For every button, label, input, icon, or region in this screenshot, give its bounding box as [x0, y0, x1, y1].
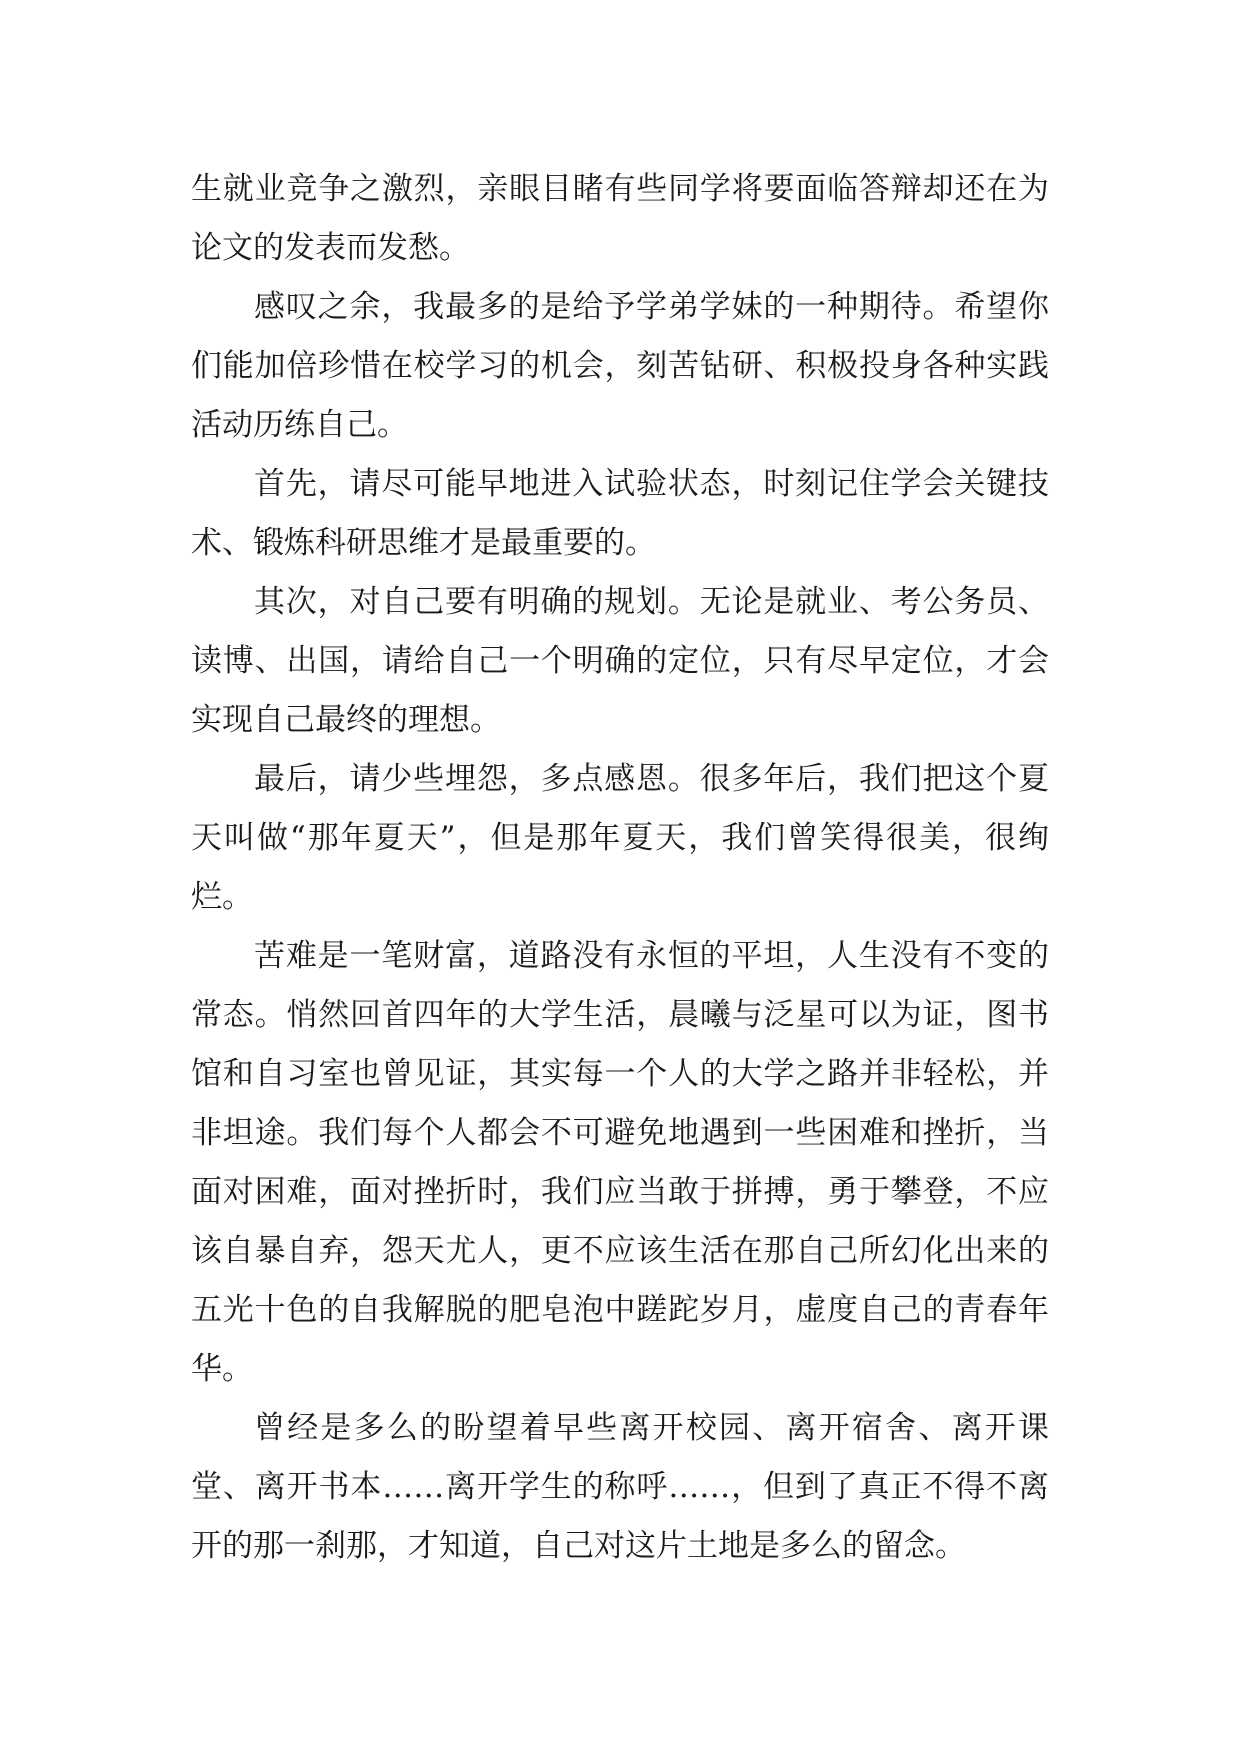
paragraph-5: 最后，请少些埋怨，多点感恩。很多年后，我们把这个夏天叫做“那年夏天”，但是那年夏天，我们曾笑得很美，很绚烂。	[191, 761, 1049, 915]
paragraph-4: 其次，对自己要有明确的规划。无论是就业、考公务员、读博、出国，请给自己一个明确的定位，只有尽早定位，才会实现自己最终的理想。	[191, 584, 1049, 738]
document-body	[191, 160, 1049, 1576]
paragraph-6: 苦难是一笔财富，道路没有永恒的平坦，人生没有不变的常态。悄然回首四年的大学生活，晨曦与泛星可以为证，图书馆和自习室也曾见证，其实每一个人的大学之路并非轻松，并非坦途。我们每个人都会不可避免地遇到一些困难和挫折，当面对困难，面对挫折时，我们应当敢于拼搏，勇于攀登，不应该自暴自弃，怨天尤人，更不应该生活在那自己所幻化出来的五光十色的自我解脱的肥皂泡中蹉跎岁月，虚度自己的青春年华。	[191, 938, 1049, 1387]
paragraph-1: 生就业竞争之激烈，亲眼目睹有些同学将要面临答辩却还在为论文的发表而发愁。	[191, 171, 1049, 266]
paragraph-7: 曾经是多么的盼望着早些离开校园、离开宿舍、离开课堂、离开书本……离开学生的称呼……，但到了真正不得不离开的那一刹那，才知道，自己对这片土地是多么的留念。	[191, 1410, 1049, 1564]
paragraph-2: 感叹之余，我最多的是给予学弟学妹的一种期待。希望你们能加倍珍惜在校学习的机会，刻苦钻研、积极投身各种实践活动历练自己。	[191, 289, 1049, 443]
paragraph-3: 首先，请尽可能早地进入试验状态，时刻记住学会关键技术、锻炼科研思维才是最重要的。	[191, 466, 1049, 561]
